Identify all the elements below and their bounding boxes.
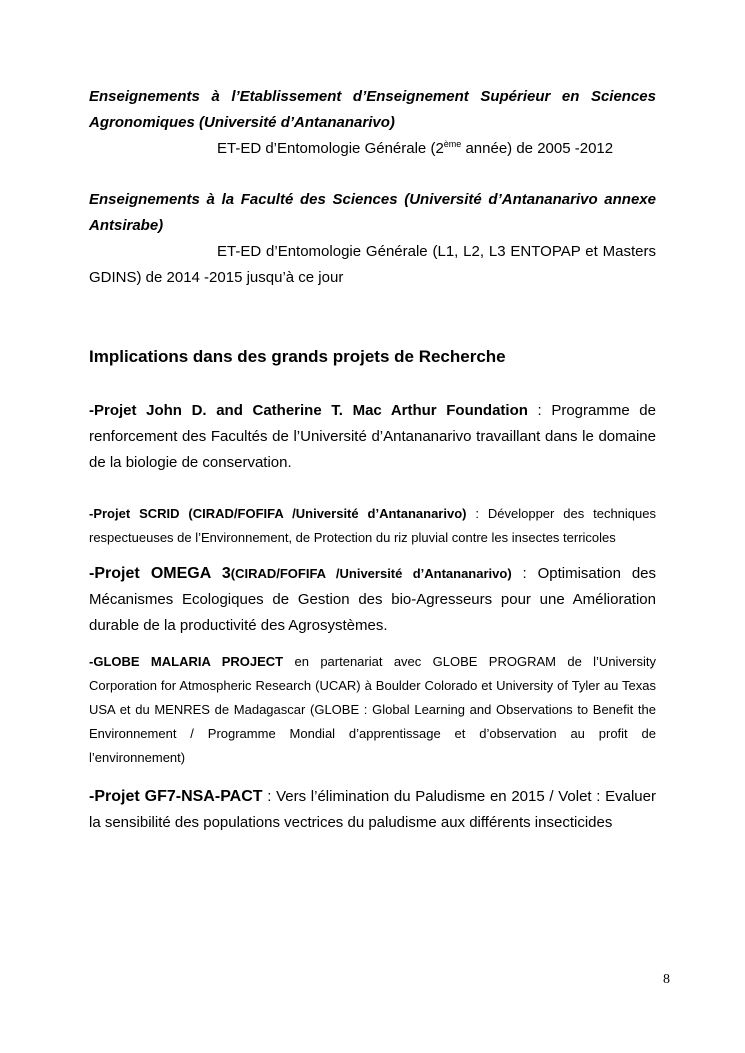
teaching-course-1-sup: ème [443,139,462,149]
project-partners: (CIRAD/FOFIFA /Université d’Antananarivo) [230,566,512,581]
project-name: -Projet GF7-NSA-PACT [89,788,263,805]
teaching-entry-1 [89,84,656,162]
teaching-course-2-line-1: ET-ED d’Entomologie Générale (L1, L2, L3 ENTOPAP et Masters [217,243,656,260]
project-name: -Projet John D. and Catherine T. Mac Arthur Foundation [89,402,528,419]
project-description: : Développer des techniques respectueuses de l’Environnement, de Protection du riz pluvial contre les insectes terricoles [89,506,656,545]
teaching-course-2-line-2: GDINS) de 2014 -2015 jusqu’à ce jour [89,269,344,286]
page-number: 8 [663,972,670,987]
project-description: : Optimisation des Mécanismes Ecologiques de Gestion des bio-Agresseurs pour une Amélioration durable de la productivité des Agrosystèmes. [89,565,657,634]
project-description: : Vers l’élimination du Paludisme en 2015 / Volet : Evaluer la sensibilité des populations vectrices du paludisme aux différents insecticides [89,788,656,831]
project-scrid [89,502,656,550]
project-name: -Projet SCRID (CIRAD/FOFIFA /Université d’Antananarivo) [89,506,467,521]
teaching-course-1 [89,136,656,162]
teaching-institution-1: Enseignements à l’Etablissement d’Enseignement Supérieur en Sciences Agronomiques (Université d’Antananarivo) [89,88,656,131]
teaching-entry-2 [89,187,656,291]
project-description: en partenariat avec GLOBE PROGRAM de l’University Corporation for Atmospheric Research (UCAR) à Boulder Colorado et University of Tyler au Texas USA et du MENRES de Madagascar (GLOBE : Global Learning and Observations to Benefit the Environnement / Programme Mondial d’apprentissage et d’observation au profit de l’environnement) [89,654,656,765]
project-name: -GLOBE MALARIA PROJECT [89,654,284,669]
teaching-institution-2: Enseignements à la Faculté des Sciences (Université d’Antananarivo annexe Antsirabe) [89,191,656,234]
teaching-course-1-text: ET-ED d’Entomologie Générale (2 [217,140,444,157]
project-gf7 [89,784,656,836]
project-globe-malaria [89,650,656,770]
section-title: Implications dans des grands projets de Recherche [89,347,506,366]
teaching-course-1-years: année) de 2005 -2012 [461,140,614,157]
project-omega3 [89,561,656,639]
project-description: : Programme de renforcement des Facultés de l’Université d’Antananarivo travaillant dans le domaine de la biologie de conservation. [89,402,656,471]
project-name: -Projet OMEGA 3 [89,565,231,582]
project-macarthur [89,398,656,476]
